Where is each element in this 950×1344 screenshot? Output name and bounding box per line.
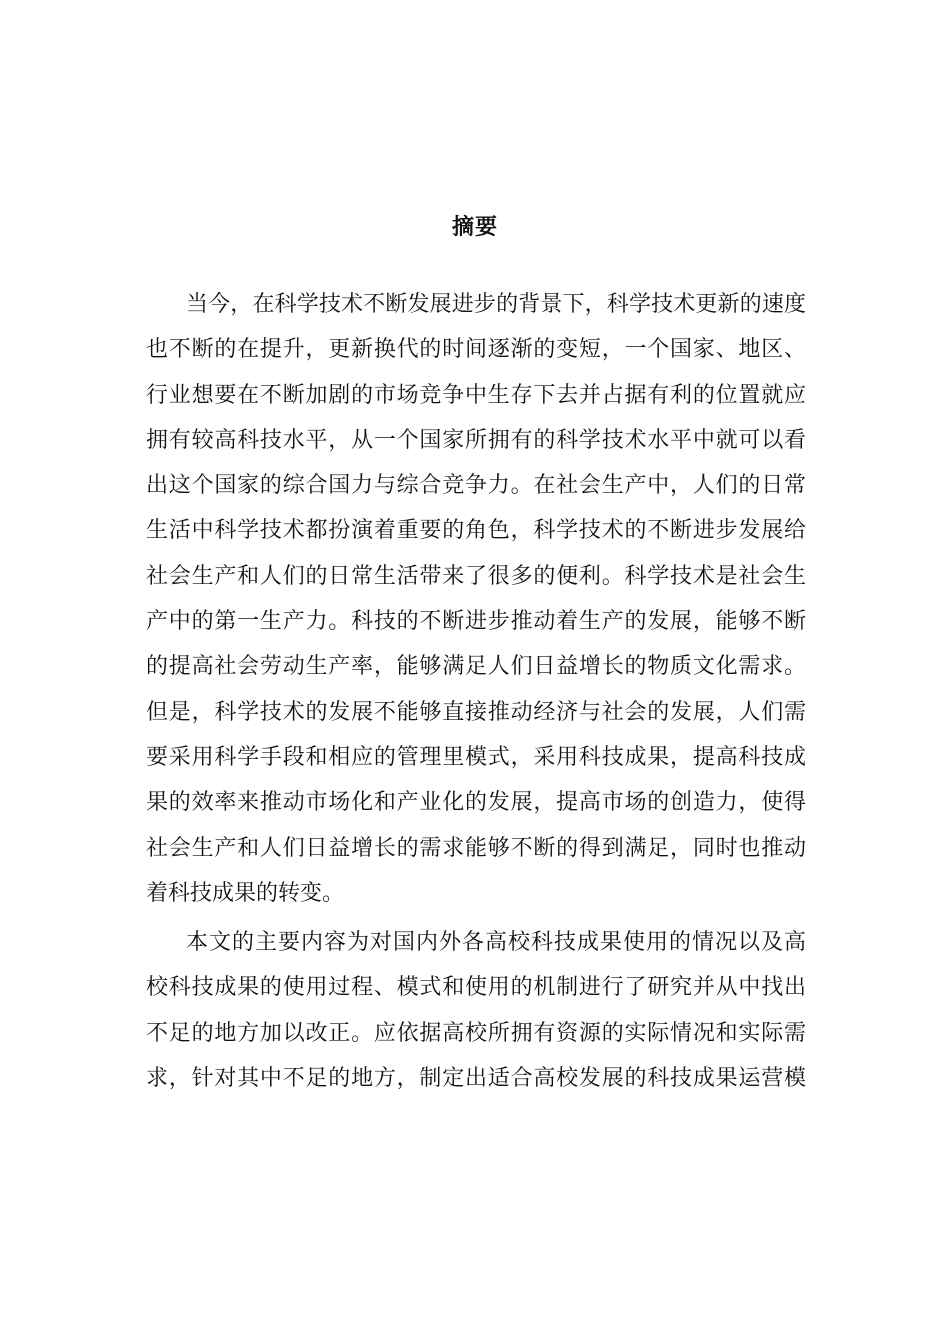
text-line: 社会生产和人们的日常生活带来了很多的便利。科学技术是社会生	[146, 563, 806, 589]
text-line: 本文的主要内容为对国内外各高校科技成果使用的情况以及高	[186, 930, 806, 956]
text-line: 要采用科学手段和相应的管理里模式，采用科技成果，提高科技成	[146, 744, 806, 770]
text-line: 的提高社会劳动生产率，能够满足人们日益增长的物质文化需求。	[146, 654, 806, 680]
paragraph-1	[146, 282, 806, 916]
text-line: 当今，在科学技术不断发展进步的背景下，科学技术更新的速度	[186, 292, 806, 317]
text-line: 拥有较高科技水平，从一个国家所拥有的科学技术水平中就可以看	[146, 427, 806, 453]
abstract-title: 摘要	[451, 215, 498, 240]
text-line: 校科技成果的使用过程、模式和使用的机制进行了研究并从中找出	[146, 975, 806, 1001]
text-line: 但是，科学技术的发展不能够直接推动经济与社会的发展，人们需	[146, 699, 806, 725]
text-line: 不足的地方加以改正。应依据高校所拥有资源的实际情况和实际需	[146, 1020, 806, 1046]
text-line: 行业想要在不断加剧的市场竞争中生存下去并占据有利的位置就应	[146, 382, 806, 408]
paragraph-2	[146, 920, 806, 1101]
text-line: 生活中科学技术都扮演着重要的角色，科学技术的不断进步发展给	[146, 518, 806, 544]
text-line: 求，针对其中不足的地方，制定出适合高校发展的科技成果运营模	[146, 1066, 806, 1092]
abstract-body	[146, 282, 806, 1101]
text-line: 产中的第一生产力。科技的不断进步推动着生产的发展，能够不断	[146, 609, 806, 635]
text-line: 着科技成果的转变。	[146, 880, 345, 906]
text-line: 果的效率来推动市场化和产业化的发展，提高市场的创造力，使得	[146, 790, 806, 816]
text-line: 社会生产和人们日益增长的需求能够不断的得到满足，同时也推动	[146, 835, 806, 861]
text-line: 出这个国家的综合国力与综合竞争力。在社会生产中，人们的日常	[146, 473, 806, 499]
text-line: 也不断的在提升，更新换代的时间逐渐的变短，一个国家、地区、	[146, 337, 806, 363]
